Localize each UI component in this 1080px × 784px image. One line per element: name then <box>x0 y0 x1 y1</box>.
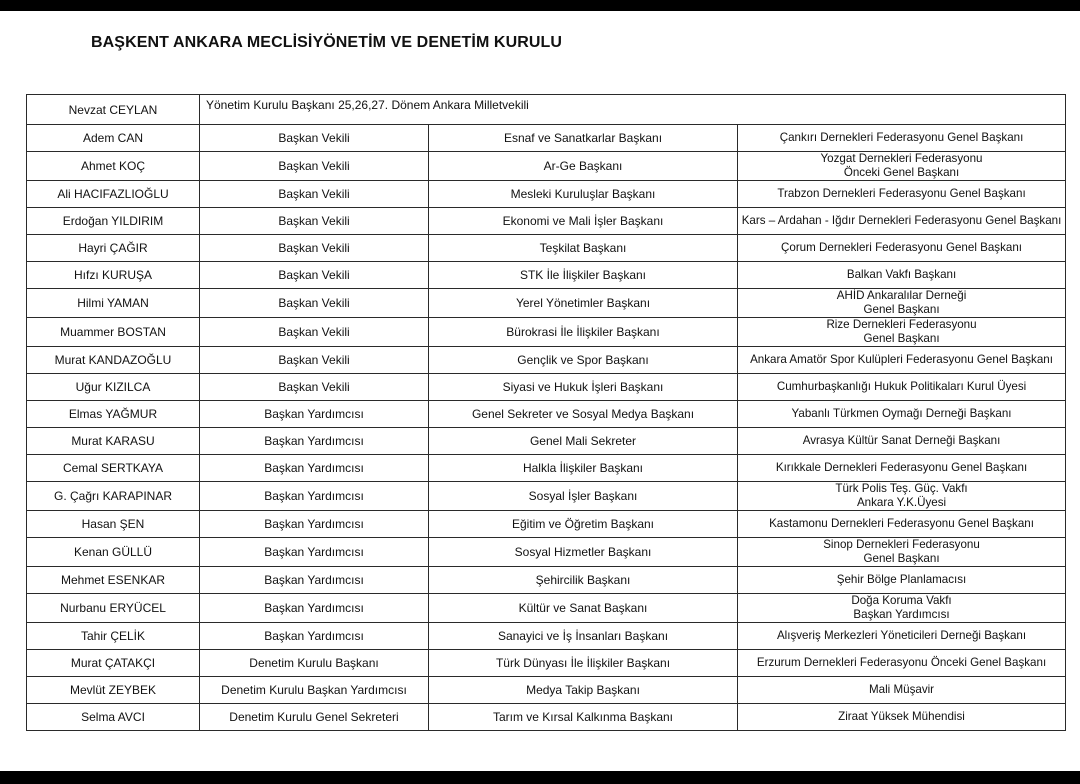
member-name: Hayri ÇAĞIR <box>27 235 200 262</box>
member-name: Cemal SERTKAYA <box>27 455 200 482</box>
member-duty: Siyasi ve Hukuk İşleri Başkanı <box>429 374 738 401</box>
member-duty: Türk Dünyası İle İlişkiler Başkanı <box>429 650 738 677</box>
table-row <box>27 455 1066 482</box>
member-name: Ali HACIFAZLIOĞLU <box>27 181 200 208</box>
member-duty: Genel Sekreter ve Sosyal Medya Başkanı <box>429 401 738 428</box>
member-name: G. Çağrı KARAPINAR <box>27 482 200 511</box>
member-duty: Sanayici ve İş İnsanları Başkanı <box>429 623 738 650</box>
table-row <box>27 428 1066 455</box>
member-organization: Kastamonu Dernekleri Federasyonu Genel Başkanı <box>738 511 1066 538</box>
member-duty: Esnaf ve Sanatkarlar Başkanı <box>429 125 738 152</box>
top-border-bar <box>0 0 1080 11</box>
member-duty: Mesleki Kuruluşlar Başkanı <box>429 181 738 208</box>
table-row <box>27 650 1066 677</box>
table-row <box>27 623 1066 650</box>
member-name: Hıfzı KURUŞA <box>27 262 200 289</box>
member-organization: Kırıkkale Dernekleri Federasyonu Genel Başkanı <box>738 455 1066 482</box>
member-duty: Eğitim ve Öğretim Başkanı <box>429 511 738 538</box>
member-organization: Yozgat Dernekleri Federasyonu Önceki Genel Başkanı <box>738 152 1066 181</box>
table-row <box>27 704 1066 731</box>
member-organization: Trabzon Dernekleri Federasyonu Genel Başkanı <box>738 181 1066 208</box>
council-table <box>26 94 1066 731</box>
member-organization: Kars – Ardahan - Iğdır Dernekleri Federasyonu Genel Başkanı <box>738 208 1066 235</box>
table-row <box>27 235 1066 262</box>
member-duty: Tarım ve Kırsal Kalkınma Başkanı <box>429 704 738 731</box>
chairman-note: Yönetim Kurulu Başkanı 25,26,27. Dönem Ankara Milletvekili <box>200 95 1066 125</box>
member-name: Nurbanu ERYÜCEL <box>27 594 200 623</box>
member-role: Başkan Yardımcısı <box>200 623 429 650</box>
document-title: BAŞKENT ANKARA MECLİSİYÖNETİM VE DENETİM KURULU <box>91 34 563 51</box>
member-name: Erdoğan YILDIRIM <box>27 208 200 235</box>
member-name: Hilmi YAMAN <box>27 289 200 318</box>
member-duty: Bürokrasi İle İlişkiler Başkanı <box>429 318 738 347</box>
table-row <box>27 289 1066 318</box>
member-name: Hasan ŞEN <box>27 511 200 538</box>
member-organization: Ziraat Yüksek Mühendisi <box>738 704 1066 731</box>
member-role: Başkan Vekili <box>200 347 429 374</box>
member-role: Başkan Yardımcısı <box>200 511 429 538</box>
member-organization: Rize Dernekleri Federasyonu Genel Başkanı <box>738 318 1066 347</box>
member-name: Tahir ÇELİK <box>27 623 200 650</box>
member-organization: Doğa Koruma Vakfı Başkan Yardımcısı <box>738 594 1066 623</box>
member-role: Başkan Vekili <box>200 374 429 401</box>
table-row <box>27 594 1066 623</box>
member-name: Selma AVCI <box>27 704 200 731</box>
table-row <box>27 318 1066 347</box>
member-organization: Çankırı Dernekleri Federasyonu Genel Başkanı <box>738 125 1066 152</box>
member-duty: STK İle İlişkiler Başkanı <box>429 262 738 289</box>
member-role: Başkan Vekili <box>200 125 429 152</box>
table-row <box>27 262 1066 289</box>
table-row <box>27 125 1066 152</box>
member-name: Kenan GÜLLÜ <box>27 538 200 567</box>
member-duty: Sosyal Hizmetler Başkanı <box>429 538 738 567</box>
member-name: Uğur KIZILCA <box>27 374 200 401</box>
member-duty: Ar-Ge Başkanı <box>429 152 738 181</box>
member-organization: AHİD Ankaralılar Derneği Genel Başkanı <box>738 289 1066 318</box>
member-duty: Teşkilat Başkanı <box>429 235 738 262</box>
table-row <box>27 567 1066 594</box>
table-row <box>27 482 1066 511</box>
member-role: Başkan Yardımcısı <box>200 482 429 511</box>
member-duty: Yerel Yönetimler Başkanı <box>429 289 738 318</box>
member-organization: Sinop Dernekleri Federasyonu Genel Başkanı <box>738 538 1066 567</box>
member-name: Mevlüt ZEYBEK <box>27 677 200 704</box>
table-row <box>27 538 1066 567</box>
chairman-row <box>27 95 1066 125</box>
member-role: Başkan Vekili <box>200 262 429 289</box>
member-name: Adem CAN <box>27 125 200 152</box>
member-organization: Avrasya Kültür Sanat Derneği Başkanı <box>738 428 1066 455</box>
member-role: Denetim Kurulu Başkan Yardımcısı <box>200 677 429 704</box>
member-name: Muammer BOSTAN <box>27 318 200 347</box>
member-role: Başkan Vekili <box>200 289 429 318</box>
member-duty: Sosyal İşler Başkanı <box>429 482 738 511</box>
member-name: Elmas YAĞMUR <box>27 401 200 428</box>
member-organization: Cumhurbaşkanlığı Hukuk Politikaları Kurul Üyesi <box>738 374 1066 401</box>
council-table-body <box>27 95 1066 731</box>
member-role: Başkan Yardımcısı <box>200 401 429 428</box>
member-role: Başkan Vekili <box>200 152 429 181</box>
member-organization: Mali Müşavir <box>738 677 1066 704</box>
member-organization: Erzurum Dernekleri Federasyonu Önceki Genel Başkanı <box>738 650 1066 677</box>
member-duty: Medya Takip Başkanı <box>429 677 738 704</box>
member-duty: Kültür ve Sanat Başkanı <box>429 594 738 623</box>
member-role: Başkan Vekili <box>200 208 429 235</box>
member-organization: Türk Polis Teş. Güç. Vakfı Ankara Y.K.Üyesi <box>738 482 1066 511</box>
member-role: Başkan Yardımcısı <box>200 567 429 594</box>
member-duty: Gençlik ve Spor Başkanı <box>429 347 738 374</box>
table-row <box>27 347 1066 374</box>
member-name: Ahmet KOÇ <box>27 152 200 181</box>
member-role: Başkan Vekili <box>200 235 429 262</box>
table-row <box>27 374 1066 401</box>
member-organization: Balkan Vakfı Başkanı <box>738 262 1066 289</box>
member-role: Başkan Yardımcısı <box>200 428 429 455</box>
member-role: Başkan Vekili <box>200 318 429 347</box>
member-duty: Ekonomi ve Mali İşler Başkanı <box>429 208 738 235</box>
member-name: Mehmet ESENKAR <box>27 567 200 594</box>
bottom-border-bar <box>0 771 1080 784</box>
table-row <box>27 511 1066 538</box>
member-organization: Şehir Bölge Planlamacısı <box>738 567 1066 594</box>
member-role: Denetim Kurulu Genel Sekreteri <box>200 704 429 731</box>
member-name: Murat KANDAZOĞLU <box>27 347 200 374</box>
member-organization: Yabanlı Türkmen Oymağı Derneği Başkanı <box>738 401 1066 428</box>
table-row <box>27 677 1066 704</box>
member-name: Murat KARASU <box>27 428 200 455</box>
member-name: Murat ÇATAKÇI <box>27 650 200 677</box>
member-duty: Şehircilik Başkanı <box>429 567 738 594</box>
member-organization: Çorum Dernekleri Federasyonu Genel Başkanı <box>738 235 1066 262</box>
member-duty: Halkla İlişkiler Başkanı <box>429 455 738 482</box>
member-organization: Ankara Amatör Spor Kulüpleri Federasyonu Genel Başkanı <box>738 347 1066 374</box>
member-role: Başkan Yardımcısı <box>200 455 429 482</box>
table-row <box>27 152 1066 181</box>
member-organization: Alışveriş Merkezleri Yöneticileri Derneği Başkanı <box>738 623 1066 650</box>
member-duty: Genel Mali Sekreter <box>429 428 738 455</box>
table-row <box>27 208 1066 235</box>
member-role: Başkan Yardımcısı <box>200 538 429 567</box>
table-row <box>27 401 1066 428</box>
member-role: Başkan Vekili <box>200 181 429 208</box>
table-row <box>27 181 1066 208</box>
member-role: Başkan Yardımcısı <box>200 594 429 623</box>
member-role: Denetim Kurulu Başkanı <box>200 650 429 677</box>
chairman-name: Nevzat CEYLAN <box>27 95 200 125</box>
